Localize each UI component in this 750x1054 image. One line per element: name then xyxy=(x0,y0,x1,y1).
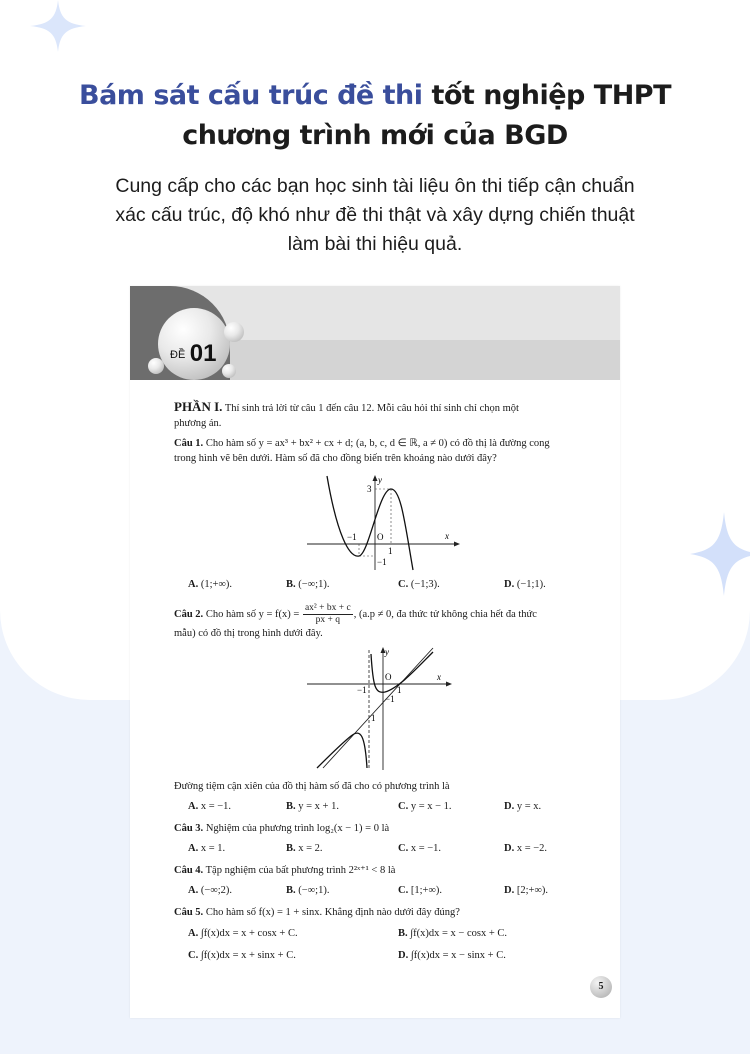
sparkle-star-icon xyxy=(690,512,750,596)
svg-text:1: 1 xyxy=(397,685,402,695)
q1-option-d[interactable]: D. (−1;1). xyxy=(504,579,546,590)
q1-option-c[interactable]: C. (−1;3). xyxy=(398,579,440,590)
page-header-band-light xyxy=(216,340,620,380)
headline-highlight: Bám sát cấu trúc đề thi xyxy=(78,80,423,111)
q5-option-a[interactable]: A. ∫f(x)dx = x + cosx + C. xyxy=(188,928,298,939)
headline-line2: chương trình mới của BGD xyxy=(182,120,568,151)
svg-text:−1: −1 xyxy=(377,557,387,567)
question-4: Câu 4. Tập nghiệm của bất phương trình 2²ˣ⁺¹ < 8 là xyxy=(174,865,396,876)
q3-option-a[interactable]: A. x = 1. xyxy=(188,843,226,854)
svg-text:x: x xyxy=(437,672,441,682)
svg-text:x: x xyxy=(445,531,449,541)
decor-ball-small xyxy=(148,358,164,374)
q4-option-d[interactable]: D. [2;+∞). xyxy=(504,885,549,896)
svg-text:y: y xyxy=(385,647,389,657)
q2-option-c[interactable]: C. y = x − 1. xyxy=(398,801,452,812)
q3-option-c[interactable]: C. x = −1. xyxy=(398,843,442,854)
svg-text:−1: −1 xyxy=(385,694,395,704)
headline-rest: tốt nghiệp THPT xyxy=(422,80,671,111)
question-2-prompt: Đường tiệm cận xiên của đồ thị hàm số đã cho có phương trình là xyxy=(174,781,450,792)
q1-option-a[interactable]: A. (1;+∞). xyxy=(188,579,233,590)
q4-option-b[interactable]: B. (−∞;1). xyxy=(286,885,330,896)
svg-text:O: O xyxy=(385,672,392,682)
svg-text:−1: −1 xyxy=(357,685,367,695)
svg-text:1: 1 xyxy=(371,713,376,723)
q3-option-b[interactable]: B. x = 2. xyxy=(286,843,323,854)
exam-number-label: ĐỀ 01 xyxy=(170,340,217,367)
q5-option-d[interactable]: D. ∫f(x)dx = x − sinx + C. xyxy=(398,950,506,961)
q1-option-b[interactable]: B. (−∞;1). xyxy=(286,579,330,590)
q5-option-b[interactable]: B. ∫f(x)dx = x − cosx + C. xyxy=(398,928,508,939)
svg-text:y: y xyxy=(378,475,382,485)
svg-text:1: 1 xyxy=(388,546,393,556)
decor-ball-small xyxy=(222,364,236,378)
question-1: Câu 1. Cho hàm số y = ax³ + bx² + cx + d; (a, b, c, d ∈ ℝ, a ≠ 0) có đồ thị là đường cong trong hình vẽ bên dưới. Hàm số đã cho đồng biến trên khoảng nào dưới đây? xyxy=(174,438,550,464)
q5-option-c[interactable]: C. ∫f(x)dx = x + sinx + C. xyxy=(188,950,296,961)
question-3: Câu 3. Nghiệm của phương trình log₂(x − 1) = 0 là xyxy=(174,823,390,834)
svg-text:O: O xyxy=(377,532,384,542)
page-number-badge: 5 xyxy=(590,976,612,998)
part-instructions: PHẦN I. Thí sinh trả lời từ câu 1 đến câu 12. Mỗi câu hỏi thí sinh chỉ chọn một phương án. xyxy=(174,399,519,429)
svg-text:3: 3 xyxy=(367,484,372,494)
headline xyxy=(0,76,750,156)
exam-page-preview xyxy=(130,286,620,1018)
q4-option-a[interactable]: A. (−∞;2). xyxy=(188,885,233,896)
cubic-graph xyxy=(305,474,465,572)
decor-ball-small xyxy=(224,322,244,342)
sparkle-star-icon xyxy=(30,0,86,52)
q2-option-d[interactable]: D. y = x. xyxy=(504,801,542,812)
question-5: Câu 5. Cho hàm số f(x) = 1 + sinx. Khẳng định nào dưới đây đúng? xyxy=(174,907,460,918)
q4-option-c[interactable]: C. [1;+∞). xyxy=(398,885,443,896)
rational-graph xyxy=(305,646,455,772)
q3-option-d[interactable]: D. x = −2. xyxy=(504,843,548,854)
q2-option-b[interactable]: B. y = x + 1. xyxy=(286,801,339,812)
subtitle: Cung cấp cho các bạn học sinh tài liệu ôn thi tiếp cận chuẩn xác cấu trúc, độ khó như đề thi thật và xây dựng chiến thuật làm bài thi hiệu quả. xyxy=(115,175,635,255)
question-2: Câu 2. Cho hàm số y = f(x) = $\frac{\text{ax² + bx + c}}{px + q}$ , (a.p ≠ 0, đa thức tử không chia hết đa thức mẫu) có đồ thị trong hình dưới đây. xyxy=(174,603,537,639)
svg-text:−1: −1 xyxy=(347,532,357,542)
q2-option-a[interactable]: A. x = −1. xyxy=(188,801,232,812)
